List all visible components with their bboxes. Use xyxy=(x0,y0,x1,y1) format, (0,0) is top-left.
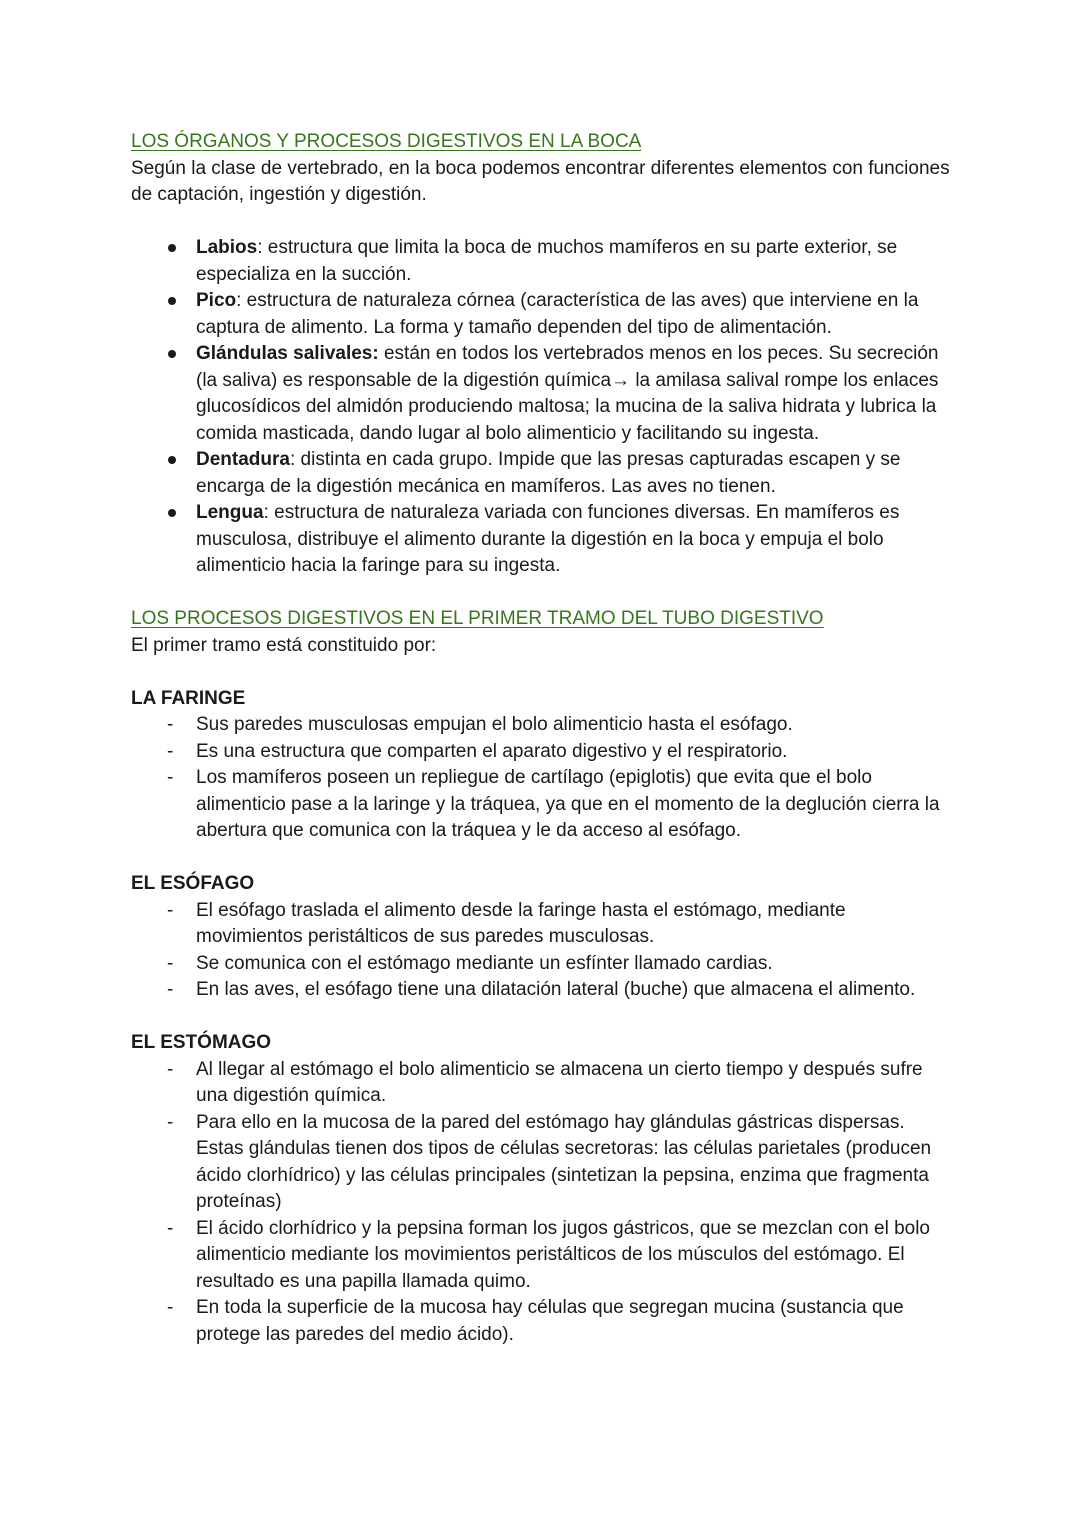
heading-faringe: LA FARINGE xyxy=(131,687,246,709)
section-title-tramo: LOS PROCESOS DIGESTIVOS EN EL PRIMER TRAMO DEL TUBO DIGESTIVO xyxy=(131,608,824,629)
list-item xyxy=(131,1216,951,1296)
faringe-list xyxy=(131,712,951,845)
dash-marker: - xyxy=(167,1058,174,1080)
boca-intro: Según la clase de vertebrado, en la boca podemos encontrar diferentes elementos con funciones de captación, ingestión y digestión. xyxy=(131,157,950,205)
dash-marker: - xyxy=(167,740,174,762)
term-labios: Labios xyxy=(196,237,258,258)
item-text: En toda la superficie de la mucosa hay células que segregan mucina (sustancia que protege las paredes del medio ácido). xyxy=(196,1297,904,1345)
description: distinta en cada grupo. Impide que las presas capturadas escapen y se encarga de la digestión mecánica en mamíferos. Las aves no tienen. xyxy=(196,449,901,497)
list-item-lengua xyxy=(131,500,951,580)
term-dentadura: Dentadura xyxy=(196,449,290,470)
description: están en todos los vertebrados menos en los peces. Su secreción (la saliva) es responsable de la digestión química→ la amilasa salival rompe los enlaces glucosídicos del almidón produciendo maltosa; la mucina de la saliva hidrata y lubrica la comida masticada, dando lugar al bolo alimenticio y facilitando su ingesta. xyxy=(196,343,939,444)
spacer xyxy=(131,1004,951,1031)
separator: : xyxy=(263,502,269,523)
item-text: En las aves, el esófago tiene una dilatación lateral (buche) que almacena el alimento. xyxy=(196,979,916,1000)
heading-estomago: EL ESTÓMAGO xyxy=(131,1032,272,1053)
esofago-list xyxy=(131,898,951,1004)
list-item xyxy=(131,765,951,845)
heading-esofago: EL ESÓFAGO xyxy=(131,873,255,894)
dash-marker: - xyxy=(167,1217,174,1239)
term-pico: Pico xyxy=(196,290,237,311)
list-item xyxy=(131,739,951,766)
dash-marker: - xyxy=(167,1297,174,1318)
section-title-boca: LOS ÓRGANOS Y PROCESOS DIGESTIVOS EN LA BOCA xyxy=(131,131,642,152)
tramo-intro: El primer tramo está constituido por: xyxy=(131,634,437,656)
list-item xyxy=(131,977,951,1004)
list-item xyxy=(131,712,951,739)
dash-marker: - xyxy=(167,979,174,1000)
list-item xyxy=(131,1295,951,1348)
boca-list xyxy=(131,235,951,580)
item-text: Sus paredes musculosas empujan el bolo alimenticio hasta el esófago. xyxy=(196,714,793,735)
estomago-list xyxy=(131,1057,951,1349)
term-lengua: Lengua xyxy=(196,502,264,523)
spacer xyxy=(131,580,951,607)
item-text: Es una estructura que comparten el aparato digestivo y el respiratorio. xyxy=(196,740,788,762)
dash-marker: - xyxy=(167,767,174,788)
dash-marker: - xyxy=(167,952,174,974)
spacer xyxy=(131,659,951,686)
description: estructura de naturaleza córnea (característica de las aves) que interviene en la captura de alimento. La forma y tamaño dependen del tipo de alimentación. xyxy=(196,290,919,338)
dash-marker: - xyxy=(167,1111,174,1133)
description: estructura que limita la boca de muchos mamíferos en su parte exterior, se especializa en la succión. xyxy=(196,237,898,285)
term-glandulas: Glándulas salivales: xyxy=(196,343,379,364)
list-item xyxy=(131,1057,951,1110)
item-text: El esófago traslada el alimento desde la faringe hasta el estómago, mediante movimientos peristálticos de sus paredes musculosas. xyxy=(196,899,846,947)
item-text: Los mamíferos poseen un repliegue de cartílago (epiglotis) que evita que el bolo alimenticio pase a la laringe y la tráquea, ya que en el momento de la deglución cierra la abertura que comunica con la tráquea y le da acceso al esófago. xyxy=(196,767,940,841)
list-item xyxy=(131,1110,951,1216)
description: estructura de naturaleza variada con funciones diversas. En mamíferos es musculosa, distribuye el alimento durante la digestión en la boca y empuja el bolo alimenticio hacia la faringe para su ingesta. xyxy=(196,502,900,576)
separator: : xyxy=(236,290,242,311)
spacer xyxy=(131,845,951,872)
spacer xyxy=(131,209,951,236)
list-item-glandulas xyxy=(131,341,951,447)
document-page xyxy=(131,129,951,1348)
separator: : xyxy=(257,237,263,258)
item-text: Se comunica con el estómago mediante un esfínter llamado cardias. xyxy=(196,952,773,974)
dash-marker: - xyxy=(167,899,174,921)
item-text: Para ello en la mucosa de la pared del estómago hay glándulas gástricas dispersas. Estas glándulas tienen dos tipos de células secretoras: las células parietales (producen ácido clorhídrico) y las células principales (sintetizan la pepsina, enzima que fragmenta proteínas) xyxy=(196,1111,932,1212)
item-text: El ácido clorhídrico y la pepsina forman los jugos gástricos, que se mezclan con el bolo alimenticio mediante los movimientos peristálticos de los músculos del estómago. El resultado es una papilla llamada quimo. xyxy=(196,1217,930,1292)
list-item xyxy=(131,898,951,951)
list-item-dentadura xyxy=(131,447,951,500)
list-item-labios xyxy=(131,235,951,288)
list-item-pico xyxy=(131,288,951,341)
separator: : xyxy=(289,449,296,470)
dash-marker: - xyxy=(167,714,174,735)
item-text: Al llegar al estómago el bolo alimenticio se almacena un cierto tiempo y después sufre una digestión química. xyxy=(196,1058,923,1106)
list-item xyxy=(131,951,951,978)
